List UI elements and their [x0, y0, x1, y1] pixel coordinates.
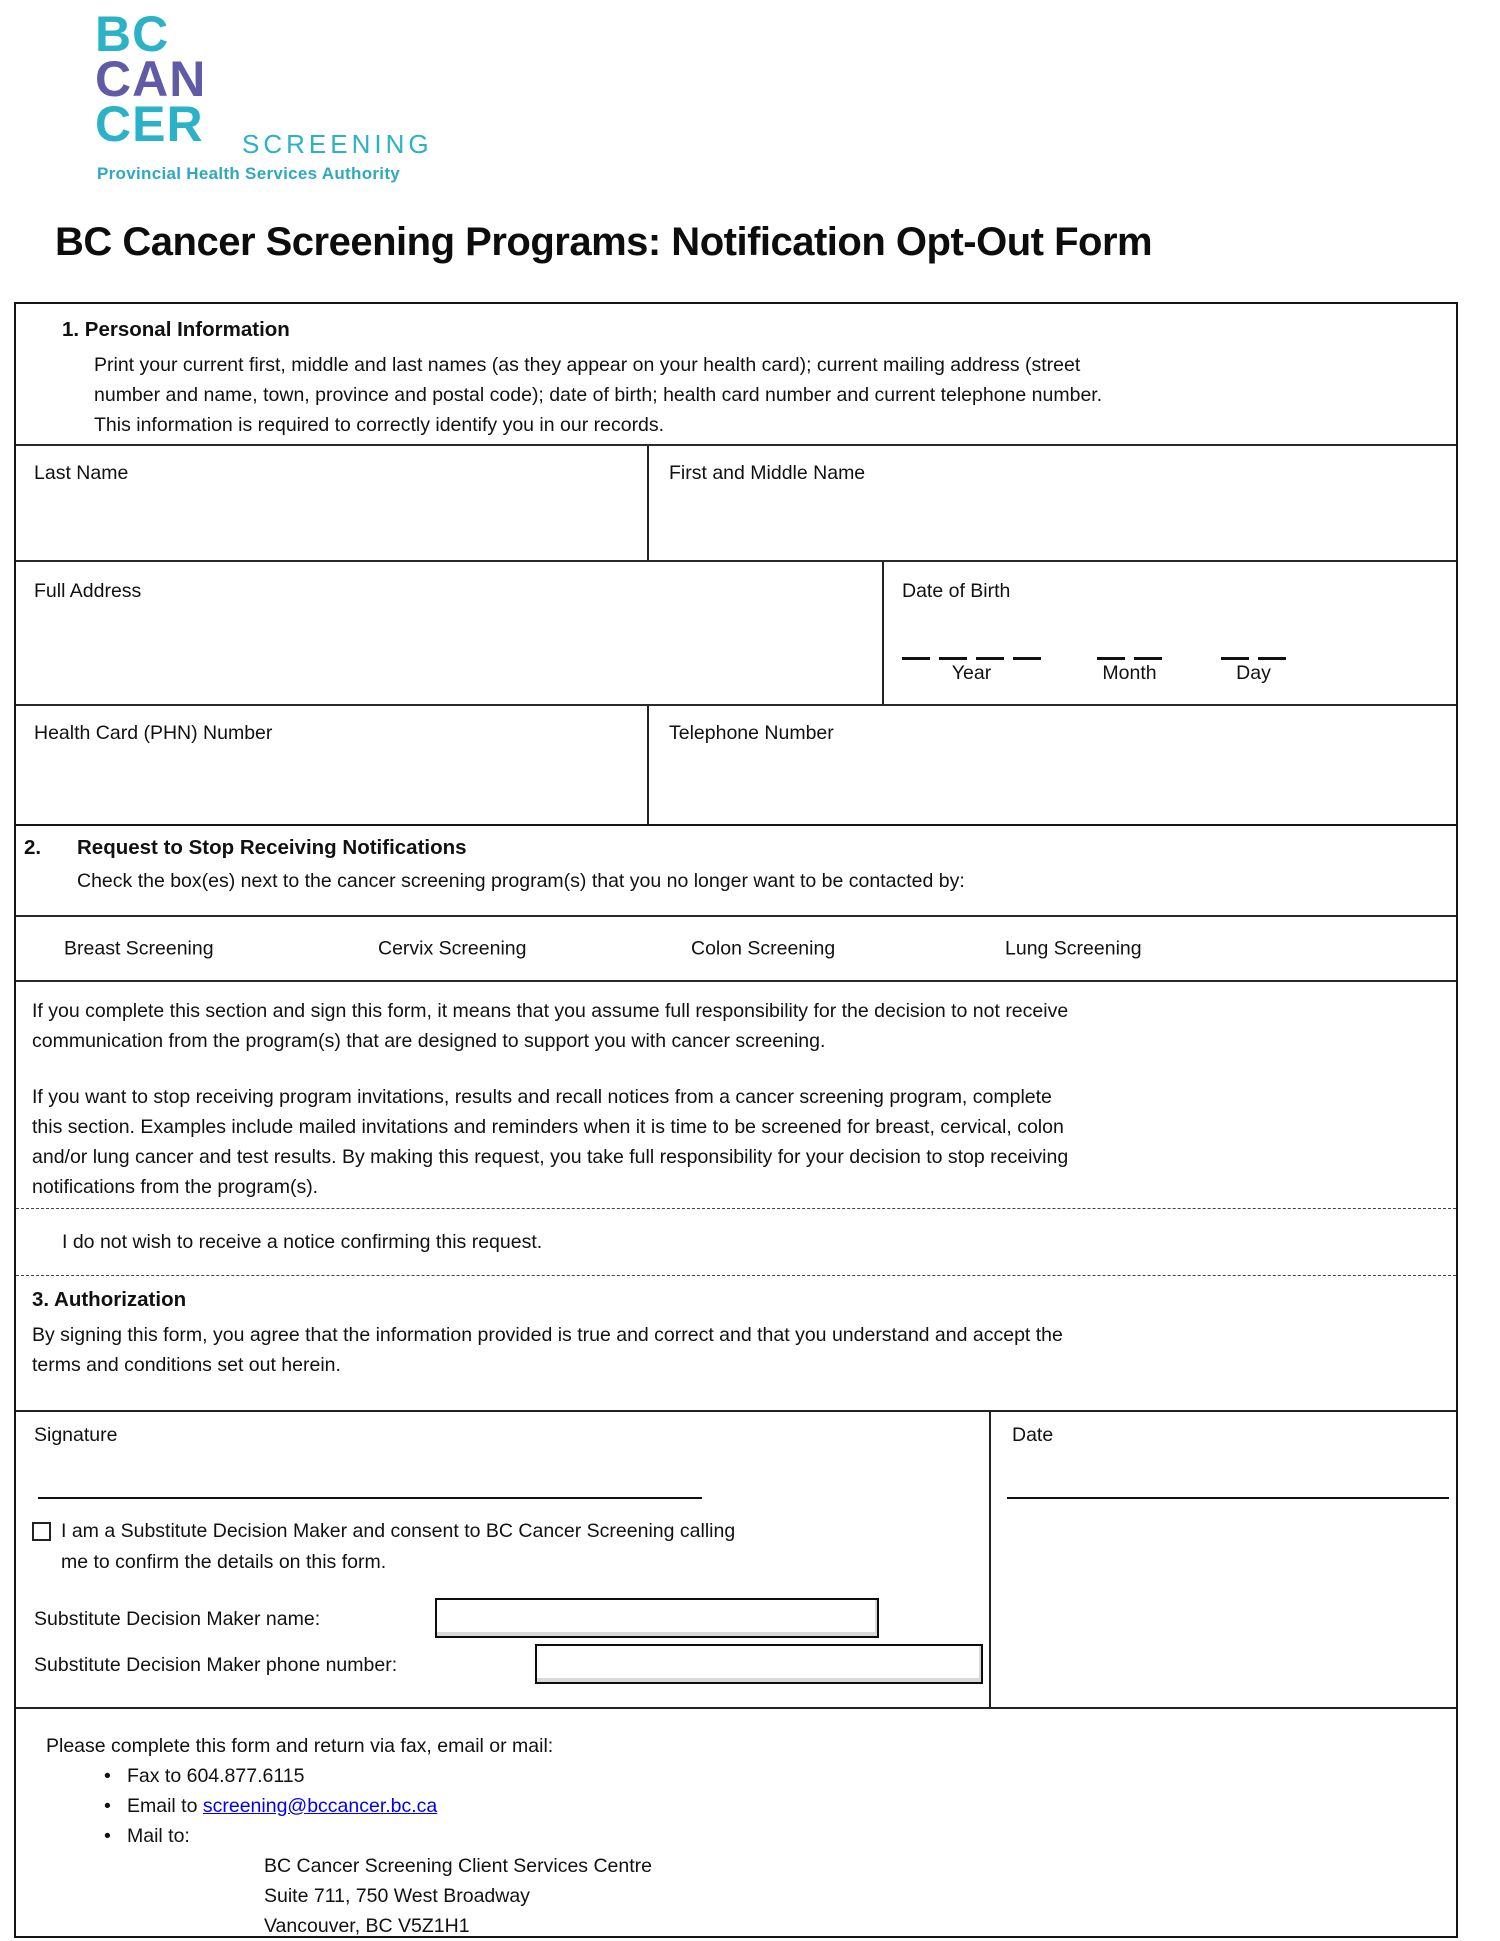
section3-header-row: [16, 1275, 1456, 1410]
section2-paragraphs: [16, 980, 1456, 1208]
full-address-field[interactable]: [16, 562, 882, 704]
health-card-label: Health Card (PHN) Number: [34, 722, 273, 744]
no-notice-option[interactable]: [16, 1208, 1456, 1275]
dob-month-group: [1097, 657, 1162, 685]
full-address-label: Full Address: [34, 580, 142, 602]
sdm-phone-input[interactable]: [535, 1644, 983, 1684]
section2-header-row: [16, 824, 1456, 915]
date-of-birth-field[interactable]: [882, 562, 1456, 704]
sdm-name-label: Substitute Decision Maker name:: [34, 1608, 321, 1630]
dob-year-label: Year: [951, 662, 992, 684]
sdm-consent-statement: [32, 1516, 735, 1578]
mail-text: Mail to:: [127, 1825, 190, 1847]
sdm-consent-text: I am a Substitute Decision Maker and consent to BC Cancer Screening calling me to confirm the details on this form.: [61, 1520, 736, 1573]
email-text: Email to screening@bccancer.bc.ca: [127, 1795, 438, 1817]
bullet-icon: •: [104, 1795, 111, 1817]
fax-item: [104, 1761, 1436, 1791]
dob-year-dashes: [902, 657, 1041, 660]
logo-tagline-screening: SCREENING: [242, 129, 433, 159]
telephone-field[interactable]: [647, 706, 1456, 824]
bullet-icon: •: [104, 1765, 111, 1787]
name-row: [16, 444, 1456, 560]
first-middle-name-field[interactable]: [647, 446, 1456, 560]
option-cervix-screening[interactable]: Cervix Screening: [378, 937, 527, 959]
option-colon-screening[interactable]: Colon Screening: [691, 937, 836, 959]
sdm-checkbox[interactable]: [32, 1522, 51, 1541]
date-line[interactable]: [1007, 1497, 1449, 1499]
form-table: [14, 302, 1458, 1938]
last-name-label: Last Name: [34, 462, 129, 484]
fax-text: Fax to 604.877.6115: [127, 1765, 305, 1787]
logo-text-cer: CER: [95, 96, 204, 152]
dob-day-group: [1221, 657, 1286, 685]
mailing-address: BC Cancer Screening Client Services Centre Suite 711, 750 West Broadway Vancouver, BC V5Z1H1: [264, 1855, 653, 1937]
health-card-field[interactable]: [16, 706, 647, 824]
signature-line[interactable]: [38, 1497, 702, 1499]
option-lung-screening[interactable]: Lung Screening: [1005, 937, 1142, 959]
telephone-label: Telephone Number: [669, 722, 834, 744]
section2-heading: Request to Stop Receiving Notifications: [77, 836, 467, 859]
return-instructions: [16, 1707, 1456, 1938]
email-item: [104, 1791, 1436, 1821]
dob-month-label: Month: [1102, 662, 1157, 684]
dob-month-dashes: [1097, 657, 1162, 660]
signature-date-row: [16, 1410, 1456, 1707]
section2-paragraph-2: If you want to stop receiving program invitations, results and recall notices from a cancer screening program, complete this section. Examples include mailed invitations and reminders when it is time to be screened for breast, cervical, colon and/or lung cancer and test results. By making this request, you take full responsibility for your decision to stop receiving notifications from the program(s).: [32, 1086, 1069, 1198]
date-of-birth-label: Date of Birth: [902, 580, 1011, 602]
section1-heading: 1. Personal Information: [62, 318, 290, 341]
address-dob-row: [16, 560, 1456, 704]
option-breast-screening[interactable]: Breast Screening: [64, 937, 214, 959]
sdm-name-input[interactable]: [435, 1598, 879, 1638]
screening-programs-row: [16, 915, 1456, 980]
logo-text-bc: BC: [95, 6, 170, 62]
last-name-field[interactable]: [16, 446, 647, 560]
return-intro: Please complete this form and return via fax, email or mail:: [46, 1735, 554, 1757]
dob-day-label: Day: [1236, 662, 1271, 684]
section3-heading: 3. Authorization: [32, 1288, 187, 1311]
dob-year-group: [902, 657, 1041, 685]
page-title: BC Cancer Screening Programs: Notification Opt-Out Form: [55, 220, 1153, 264]
section1-description: Print your current first, middle and last names (as they appear on your health card); current mailing address (street number and name, town, province and postal code); date of birth; health card number and current telephone number. This information is required to correctly identify you in our records.: [94, 354, 1103, 436]
date-cell: [989, 1412, 1456, 1707]
date-label: Date: [1012, 1424, 1054, 1446]
bc-cancer-screening-logo: [95, 6, 515, 192]
first-middle-name-label: First and Middle Name: [669, 462, 866, 484]
section3-description: By signing this form, you agree that the information provided is true and correct and that you understand and accept the terms and conditions set out herein.: [32, 1324, 1063, 1376]
section2-instruction: Check the box(es) next to the cancer screening program(s) that you no longer want to be contacted by:: [77, 870, 965, 892]
mail-item: [104, 1821, 1436, 1851]
no-notice-text: I do not wish to receive a notice confirming this request.: [62, 1230, 543, 1253]
section1-header-row: [16, 304, 1456, 444]
section2-number: 2.: [24, 836, 42, 859]
phn-telephone-row: [16, 704, 1456, 824]
bullet-icon: •: [104, 1825, 111, 1847]
dob-day-dashes: [1221, 657, 1286, 660]
sdm-phone-label: Substitute Decision Maker phone number:: [34, 1654, 398, 1676]
signature-cell: [16, 1412, 989, 1707]
logo-text-can: CAN: [95, 51, 207, 107]
section2-paragraph-1: If you complete this section and sign this form, it means that you assume full responsibility for the decision to not receive communication from the program(s) that are designed to support you with cancer screening.: [32, 1000, 1069, 1052]
signature-label: Signature: [34, 1424, 118, 1446]
email-link[interactable]: screening@bccancer.bc.ca: [202, 1795, 438, 1817]
logo-authority-text: Provincial Health Services Authority: [97, 164, 401, 183]
